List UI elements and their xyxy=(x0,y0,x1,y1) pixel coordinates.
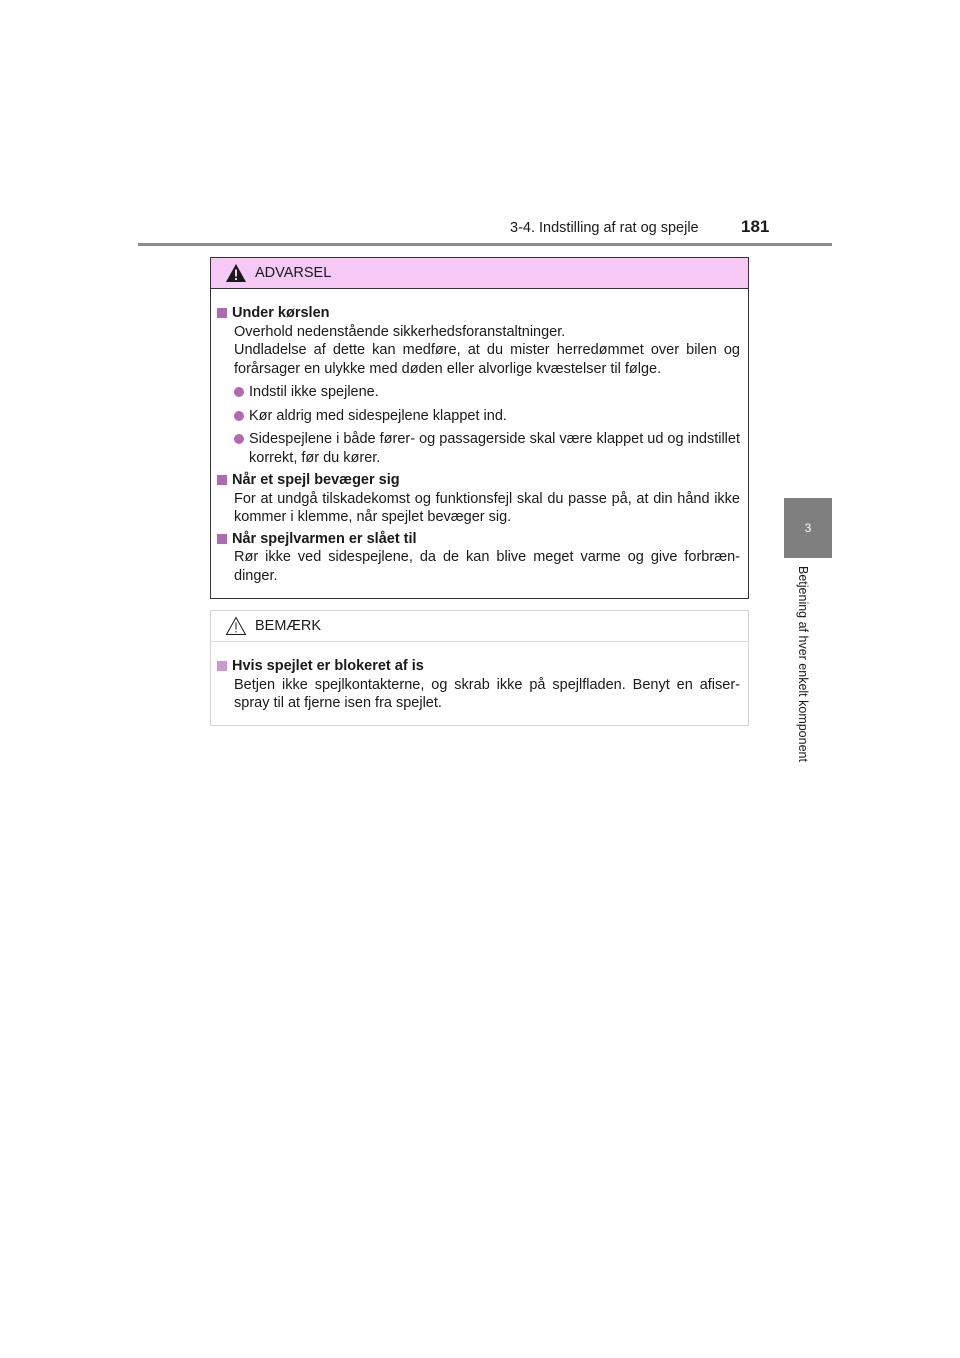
section-heading: Når et spejl bevæger sig xyxy=(217,471,740,490)
paragraph: For at undgå tilskadekomst og funktionsfejl skal du passe på, at din hånd ikke kommer i klemme, når spejlet bevæger sig. xyxy=(234,490,740,525)
notice-label: BEMÆRK xyxy=(255,618,322,634)
list-item: Indstil ikke spejlene. xyxy=(234,383,740,402)
warning-label: ADVARSEL xyxy=(255,265,332,281)
notice-header xyxy=(211,611,748,642)
section-title: 3-4. Indstilling af rat og spejle xyxy=(510,220,699,236)
chapter-tab xyxy=(784,498,832,558)
notice-body xyxy=(211,642,748,713)
section-heading: Hvis spejlet er blokeret af is xyxy=(217,657,740,676)
paragraph: Undladelse af dette kan medføre, at du mister herredømmet over bilen og forårsager en ulykke med døden eller alvorlige kvæstelser til følge. xyxy=(234,342,740,377)
square-bullet-icon xyxy=(217,534,227,544)
warning-box xyxy=(210,257,749,599)
square-bullet-icon xyxy=(217,661,227,671)
warning-body xyxy=(211,289,748,585)
section-heading: Under kørslen xyxy=(217,304,740,323)
round-bullet-icon xyxy=(234,411,244,421)
caution-triangle-outline-icon xyxy=(225,616,247,636)
chapter-title: Betjening af hver enkelt komponent xyxy=(796,566,810,762)
paragraph: Rør ikke ved sidespejlene, da de kan blive meget varme og give forbræn-dinger. xyxy=(234,549,740,584)
section-heading: Når spejlvarmen er slået til xyxy=(217,530,740,549)
page-number: 181 xyxy=(741,217,770,236)
chapter-number: 3 xyxy=(804,521,812,535)
paragraph: Betjen ikke spejlkontakterne, og skrab ikke på spejlfladen. Benyt en afiser-spray til at fjerne isen fra spejlet. xyxy=(234,676,740,711)
square-bullet-icon xyxy=(217,308,227,318)
square-bullet-icon xyxy=(217,475,227,485)
header-rule xyxy=(138,243,832,246)
round-bullet-icon xyxy=(234,387,244,397)
list-item: Sidespejlene i både fører- og passagerside skal være klappet ud og indstillet korrekt, før du kører. xyxy=(234,430,740,467)
warning-triangle-icon xyxy=(225,263,247,283)
list-item: Kør aldrig med sidespejlene klappet ind. xyxy=(234,407,740,426)
warning-header xyxy=(211,258,748,289)
notice-box xyxy=(210,610,749,726)
round-bullet-icon xyxy=(234,434,244,444)
paragraph: Overhold nedenstående sikkerhedsforanstaltninger. xyxy=(234,323,566,340)
